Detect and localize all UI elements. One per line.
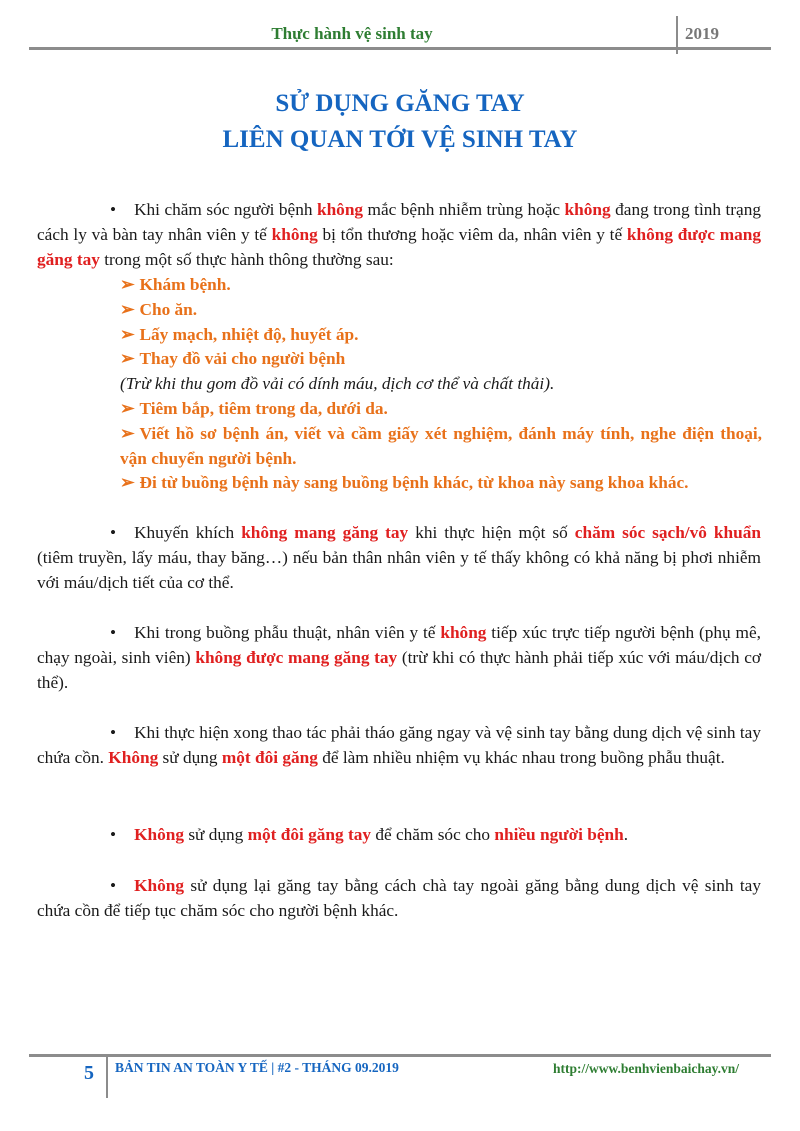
list-item-text: Lấy mạch, nhiệt độ, huyết áp. xyxy=(139,325,359,344)
paragraph-4 xyxy=(37,720,761,770)
bullet-icon: • xyxy=(110,623,117,642)
list-item xyxy=(120,396,762,421)
text: để làm nhiều nhiệm vụ khác nhau trong buồng phẫu thuật. xyxy=(317,748,725,767)
emphasis: không mang găng tay xyxy=(241,523,409,542)
text: Khi chăm sóc người bệnh xyxy=(134,200,317,219)
footer-publication: BẢN TIN AN TOÀN Y TẾ | #2 - THÁNG 09.2019 xyxy=(115,1060,399,1075)
text: khi thực hiện một số xyxy=(408,523,575,542)
emphasis: một đôi găng xyxy=(221,748,318,767)
text: (trừ khi có thực hành phải tiếp xúc với máu/dịch cơ thể). xyxy=(37,648,761,692)
text: đang trong tình trạng cách ly và bàn tay nhân viên y tế xyxy=(37,200,761,244)
list-item xyxy=(120,421,762,471)
text: Khuyến khích xyxy=(134,523,242,542)
text: sử dụng lại găng tay bằng cách chà tay ngoài găng bằng dung dịch vệ sinh tay chứa cồn để tiếp tục chăm sóc cho người bệnh khác. xyxy=(37,876,761,920)
bullet-icon: • xyxy=(110,723,117,742)
page-title-line1: SỬ DỤNG GĂNG TAY xyxy=(275,90,525,117)
list-item xyxy=(120,297,762,322)
bullet-icon: • xyxy=(110,200,117,219)
text: sử dụng xyxy=(184,825,248,844)
text: Khi thực hiện xong thao tác phải tháo găng ngay và vệ sinh tay bằng dung dịch vệ sinh tay chứa cồn. xyxy=(37,723,761,767)
emphasis: không xyxy=(316,200,364,219)
paragraph-3 xyxy=(37,620,761,695)
text: (tiêm truyền, lấy máu, thay băng…) nếu bản thân nhân viên y tế thấy không có khả năng bị phơi nhiễm với máu/dịch tiết của cơ thể. xyxy=(37,548,761,592)
header-year: 2019 xyxy=(685,24,719,43)
list-item xyxy=(120,272,762,297)
page-title-line2: LIÊN QUAN TỚI VỆ SINH TAY xyxy=(222,126,578,153)
list-item-text: Thay đồ vải cho người bệnh xyxy=(139,349,346,368)
arrow-icon: ➢ xyxy=(120,424,135,443)
arrow-icon: ➢ xyxy=(120,300,135,319)
text: tiếp xúc trực tiếp người bệnh (phụ mê, chạy ngoài, sinh viên) xyxy=(37,623,761,667)
emphasis: không xyxy=(440,623,487,642)
arrow-icon: ➢ xyxy=(120,473,135,492)
list-item-text: Tiêm bắp, tiêm trong da, dưới da. xyxy=(139,399,388,418)
paragraph-2 xyxy=(37,520,761,595)
text: trong một số thực hành thông thường sau: xyxy=(99,250,394,269)
text: sử dụng xyxy=(158,748,222,767)
footer-url-link[interactable]: http://www.benhvienbaichay.vn/ xyxy=(553,1061,740,1076)
emphasis: không xyxy=(564,200,611,219)
text: bị tổn thương hoặc viêm da, nhân viên y tế xyxy=(317,225,627,244)
footer-rule xyxy=(29,1054,771,1057)
bullet-icon: • xyxy=(110,876,117,895)
list-item-text: Viết hồ sơ bệnh án, viết và cầm giấy xét nghiệm, đánh máy tính, nghe điện thoại, vận chuyển người bệnh. xyxy=(120,424,762,468)
text: để chăm sóc cho xyxy=(371,825,495,844)
emphasis: không được mang găng tay xyxy=(195,648,398,667)
bullet-icon: • xyxy=(110,523,117,542)
list-item xyxy=(120,470,762,495)
emphasis: Không xyxy=(108,748,159,767)
text: mắc bệnh nhiễm trùng hoặc xyxy=(363,200,565,219)
emphasis: Không xyxy=(134,825,185,844)
list-item-text: Khám bệnh. xyxy=(139,275,231,294)
list-item-text: Đi từ buồng bệnh này sang buồng bệnh khác, từ khoa này sang khoa khác. xyxy=(139,473,689,492)
arrow-icon: ➢ xyxy=(120,275,135,294)
text: Khi trong buồng phẫu thuật, nhân viên y tế xyxy=(134,623,441,642)
arrow-icon: ➢ xyxy=(120,399,135,418)
list-item xyxy=(120,346,762,371)
emphasis: không xyxy=(271,225,318,244)
list-item xyxy=(120,322,762,347)
emphasis: chăm sóc sạch/vô khuẩn xyxy=(574,523,761,542)
arrow-icon: ➢ xyxy=(120,349,135,368)
text: . xyxy=(623,825,629,844)
page-number: 5 xyxy=(84,1062,94,1084)
list-note: (Trừ khi thu gom đồ vải có dính máu, dịch cơ thể và chất thải). xyxy=(120,374,555,393)
emphasis: một đôi găng tay xyxy=(247,825,372,844)
paragraph-5 xyxy=(37,822,761,847)
header-rule xyxy=(29,47,771,50)
emphasis: nhiều người bệnh xyxy=(494,825,624,844)
paragraph-1 xyxy=(37,197,761,272)
bullet-icon: • xyxy=(110,825,117,844)
emphasis: Không xyxy=(134,876,185,895)
paragraph-6 xyxy=(37,873,761,923)
header-title: Thực hành vệ sinh tay xyxy=(271,24,433,43)
footer-divider-vertical xyxy=(106,1056,108,1098)
emphasis: không được mang găng tay xyxy=(37,225,761,269)
list-item-text: Cho ăn. xyxy=(139,300,198,319)
arrow-icon: ➢ xyxy=(120,325,135,344)
